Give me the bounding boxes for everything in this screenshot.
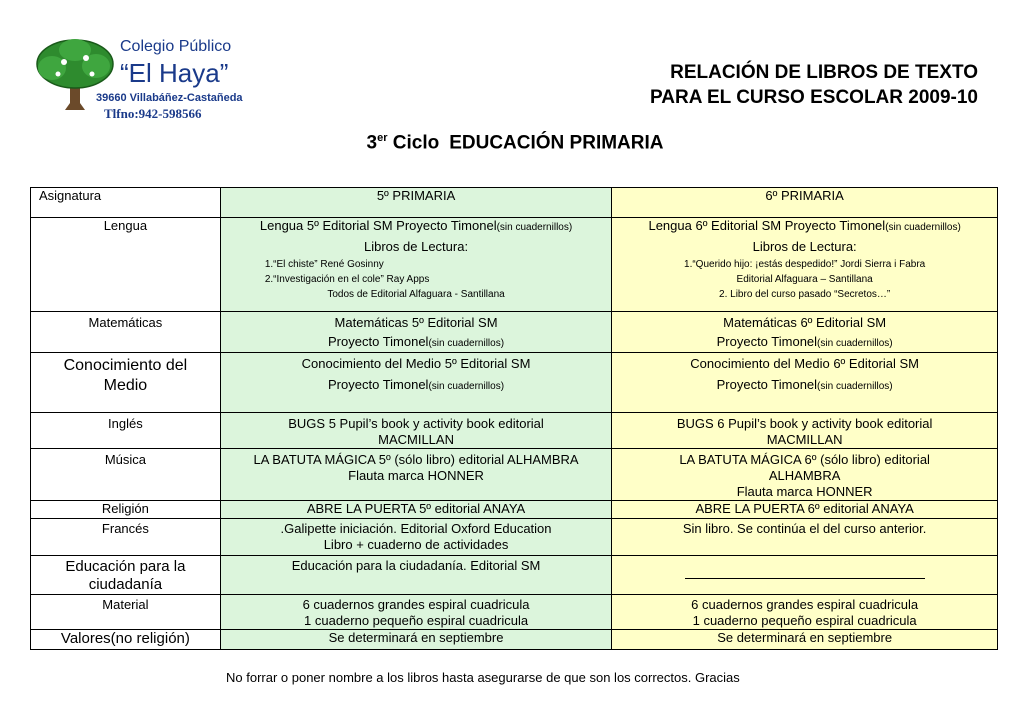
cell-musica-5	[220, 449, 611, 501]
musica-6-line2: ALHAMBRA	[768, 468, 841, 483]
cell-musica-6	[612, 449, 998, 501]
cycle-word: Ciclo	[392, 132, 440, 154]
ciudadania-label2: ciudadanía	[88, 576, 163, 593]
row-material	[31, 595, 998, 630]
subject-conocimiento	[31, 353, 221, 413]
cycle-number: 3	[366, 132, 378, 154]
mates-5-line1: Matemáticas 5º Editorial SM	[334, 315, 498, 330]
row-musica	[31, 449, 998, 501]
subject-frances: Francés	[31, 519, 221, 556]
subject-lengua: Lengua	[31, 218, 221, 312]
cycle-heading	[0, 132, 1030, 154]
mates-5-line2: Proyecto Timonel	[328, 334, 429, 349]
table-header-row	[31, 188, 998, 218]
cycle-stage: EDUCACIÓN PRIMARIA	[449, 132, 664, 154]
mates-6-note: (sin cuadernillos)	[817, 338, 893, 349]
cell-lengua-5	[220, 218, 611, 312]
cono-6-line1: Conocimiento del Medio 6º Editorial SM	[690, 356, 919, 371]
cell-frances-5	[220, 519, 611, 556]
cell-material-6	[612, 595, 998, 630]
lengua-5-item1: 1.“El chiste” René Gosinny	[264, 259, 384, 270]
cell-conocimiento-5	[220, 353, 611, 413]
cono-5-line1: Conocimiento del Medio 5º Editorial SM	[301, 356, 531, 371]
cell-ingles-5	[220, 413, 611, 449]
lengua-6-item1: 1.“Querido hijo: ¡estás despedido!” Jordi Sierra i Fabra	[684, 259, 926, 270]
ingles-5-line1: BUGS 5 Pupil’s book y activity book editorial	[288, 416, 544, 431]
cono-6-line2: Proyecto Timonel	[716, 377, 818, 392]
cell-lengua-6	[612, 218, 998, 312]
row-lengua	[31, 218, 998, 312]
cono-5-note: (sin cuadernillos)	[428, 381, 505, 392]
cycle-suffix: er	[377, 132, 388, 144]
subject-religion: Religión	[31, 501, 221, 519]
school-label: Colegio Público	[120, 38, 232, 55]
cell-frances-6: Sin libro. Se continúa el del curso anterior.	[612, 519, 998, 556]
school-name: “El Haya”	[120, 58, 229, 88]
document-title-line2: PARA EL CURSO ESCOLAR 2009-10	[649, 87, 978, 108]
row-ingles	[31, 413, 998, 449]
cono-6-note: (sin cuadernillos)	[817, 381, 893, 392]
mates-6-line1: Matemáticas 6º Editorial SM	[723, 315, 887, 330]
subject-valores: Valores(no religión)	[31, 630, 221, 650]
frances-5-line1: .Galipette iniciación. Editorial Oxford Education	[280, 521, 552, 536]
cell-matematicas-6	[612, 312, 998, 353]
lengua-5-main-note: (sin cuadernillos)	[496, 222, 573, 233]
cell-matematicas-5	[220, 312, 611, 353]
lengua-6-item2: Editorial Alfaguara – Santillana	[736, 274, 873, 285]
lengua-5-reading: Libros de Lectura:	[364, 239, 469, 254]
cell-ciudadania-6	[612, 556, 998, 595]
ingles-5-line2: MACMILLAN	[378, 432, 454, 447]
ciudadania-label1: Educación para la	[65, 558, 186, 575]
conocimiento-label2: Medio	[103, 377, 148, 394]
musica-6-line3: Flauta marca HONNER	[736, 484, 873, 499]
document-title-line1: RELACIÓN DE LIBROS DE TEXTO	[670, 62, 978, 83]
cell-valores-6: Se determinará en septiembre	[612, 630, 998, 650]
school-address: 39660 Villabáñez-Castañeda	[96, 92, 243, 104]
cell-ingles-6	[612, 413, 998, 449]
header-subject: Asignatura	[31, 188, 221, 218]
header-5-primaria: 5º PRIMARIA	[220, 188, 611, 218]
subject-ciudadania	[31, 556, 221, 595]
material-6-line1: 6 cuadernos grandes espiral cuadricula	[691, 597, 919, 612]
musica-5-line1: LA BATUTA MÁGICA 5º (sólo libro) editorial ALHAMBRA	[253, 452, 579, 467]
subject-matematicas: Matemáticas	[31, 312, 221, 353]
ingles-6-line2: MACMILLAN	[766, 432, 843, 447]
lengua-6-main: Lengua 6º Editorial SM Proyecto Timonel	[648, 218, 886, 233]
cell-religion-6: ABRE LA PUERTA 6º editorial ANAYA	[612, 501, 998, 519]
mates-6-line2: Proyecto Timonel	[716, 334, 818, 349]
cell-material-5	[220, 595, 611, 630]
subject-ingles: Inglés	[31, 413, 221, 449]
frances-5-line2: Libro + cuaderno de actividades	[323, 537, 509, 552]
lengua-6-reading: Libros de Lectura:	[752, 239, 857, 254]
row-valores	[31, 630, 998, 650]
lengua-6-note: 2. Libro del curso pasado “Secretos…”	[719, 289, 891, 300]
ingles-6-line1: BUGS 6 Pupil’s book y activity book editorial	[676, 416, 933, 431]
row-religion	[31, 501, 998, 519]
musica-5-line2: Flauta marca HONNER	[348, 468, 484, 483]
mates-5-note: (sin cuadernillos)	[428, 338, 505, 349]
cell-religion-5: ABRE LA PUERTA 5º editorial ANAYA	[220, 501, 611, 519]
lengua-6-main-note: (sin cuadernillos)	[885, 222, 961, 233]
school-phone: Tlfno:942-598566	[104, 106, 202, 121]
books-table	[30, 187, 998, 650]
conocimiento-label1: Conocimiento del	[63, 357, 188, 374]
row-matematicas	[31, 312, 998, 353]
subject-material: Material	[31, 595, 221, 630]
material-5-line1: 6 cuadernos grandes espiral cuadricula	[302, 597, 530, 612]
blank-line	[685, 564, 925, 579]
lengua-5-note: Todos de Editorial Alfaguara - Santillana	[327, 289, 505, 300]
cono-5-line2: Proyecto Timonel	[328, 377, 429, 392]
footer-note: No forrar o poner nombre a los libros hasta asegurarse de que son los correctos. Gracias	[226, 670, 740, 685]
cell-valores-5: Se determinará en septiembre	[220, 630, 611, 650]
lengua-5-item2: 2.“Investigación en el cole” Ray Apps	[264, 274, 430, 285]
musica-6-line1: LA BATUTA MÁGICA 6º (sólo libro) editorial	[679, 452, 930, 467]
subject-musica: Música	[31, 449, 221, 501]
header-6-primaria: 6º PRIMARIA	[612, 188, 998, 218]
row-ciudadania	[31, 556, 998, 595]
material-6-line2: 1 cuaderno pequeño espiral cuadricula	[692, 613, 917, 628]
material-5-line2: 1 cuaderno pequeño espiral cuadricula	[304, 613, 529, 628]
cell-ciudadania-5: Educación para la ciudadanía. Editorial SM	[220, 556, 611, 595]
row-frances	[31, 519, 998, 556]
row-conocimiento	[31, 353, 998, 413]
lengua-5-main: Lengua 5º Editorial SM Proyecto Timonel	[259, 218, 497, 233]
cell-conocimiento-6	[612, 353, 998, 413]
